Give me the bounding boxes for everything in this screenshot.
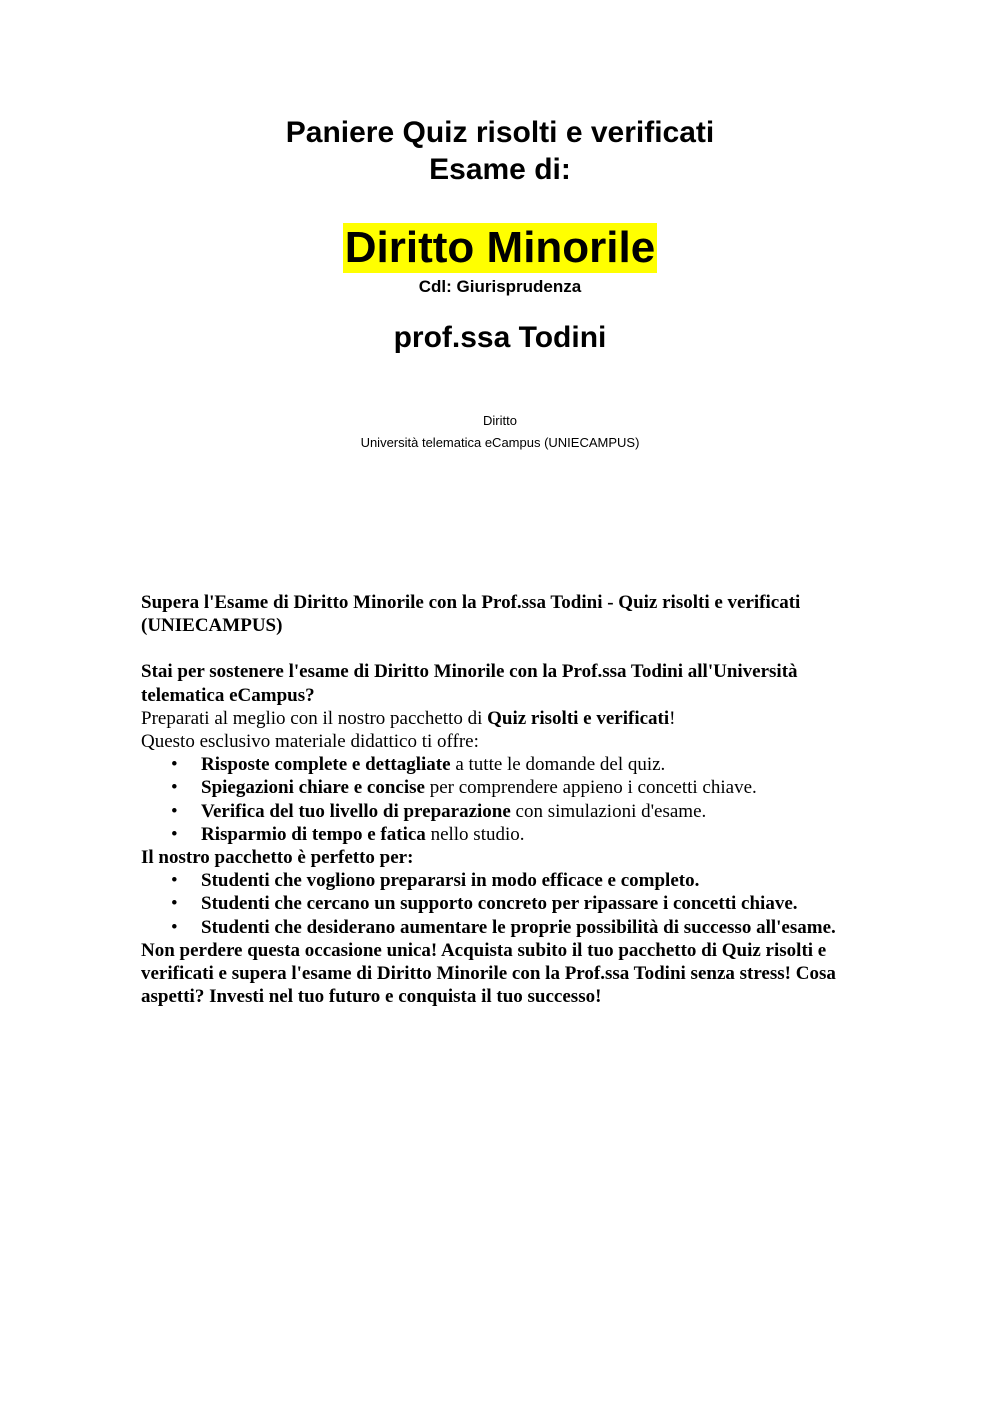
university-name: Università telematica eCampus (UNIECAMPUS) bbox=[360, 435, 640, 450]
subject-container bbox=[0, 223, 1000, 273]
offer-intro: Questo esclusivo materiale didattico ti offre: bbox=[141, 731, 479, 753]
bullet-icon: • bbox=[171, 893, 178, 915]
subject-title-highlighted: Diritto Minorile bbox=[344, 223, 656, 272]
cover-title-line2: Esame di: bbox=[429, 153, 571, 186]
cover-title-line1: Paniere Quiz risolti e verificati bbox=[285, 116, 715, 149]
intro-question: Stai per sostenere l'esame di Diritto Minorile con la Prof.ssa Todini all'Università telematica eCampus? bbox=[141, 661, 798, 706]
list-item: • Studenti che desiderano aumentare le proprie possibilità di successo all'esame. bbox=[171, 916, 836, 938]
bullet-icon: • bbox=[171, 777, 178, 799]
degree-course: Cdl: Giurisprudenza bbox=[418, 277, 582, 296]
audience-list bbox=[141, 869, 871, 939]
audience-intro: Il nostro pacchetto è perfetto per: bbox=[141, 847, 414, 869]
subject-area: Diritto bbox=[483, 413, 517, 428]
bullet-icon: • bbox=[171, 754, 178, 776]
bullet-icon: • bbox=[171, 916, 178, 938]
description-body bbox=[141, 591, 871, 1008]
list-item: • Verifica del tuo livello di preparazione con simulazioni d'esame. bbox=[171, 800, 707, 822]
offer-list bbox=[141, 753, 871, 846]
closing-paragraph: Non perdere questa occasione unica! Acquista subito il tuo pacchetto di Quiz risolti e verificati e supera l'esame di Diritto Minorile con la Prof.ssa Todini senza stress! Cosa aspetti? Investi nel tuo futuro e conquista il tuo successo! bbox=[141, 939, 836, 1008]
prep-line: Preparati al meglio con il nostro pacchetto di Quiz risolti e verificati! bbox=[141, 707, 676, 729]
bullet-icon: • bbox=[171, 870, 178, 892]
list-item: • Risparmio di tempo e fatica nello studio. bbox=[171, 823, 525, 845]
list-item: • Studenti che vogliono prepararsi in modo efficace e completo. bbox=[171, 870, 700, 892]
list-item: • Risposte complete e dettagliate a tutte le domande del quiz. bbox=[171, 754, 666, 776]
list-item: • Studenti che cercano un supporto concreto per ripassare i concetti chiave. bbox=[171, 893, 798, 915]
bullet-icon: • bbox=[171, 800, 178, 822]
professor-name: prof.ssa Todini bbox=[393, 321, 607, 354]
bullet-icon: • bbox=[171, 823, 178, 845]
list-item: • Spiegazioni chiare e concise per comprendere appieno i concetti chiave. bbox=[171, 777, 757, 799]
description-heading: Supera l'Esame di Diritto Minorile con la Prof.ssa Todini - Quiz risolti e verificati (UNIECAMPUS) bbox=[141, 592, 801, 637]
